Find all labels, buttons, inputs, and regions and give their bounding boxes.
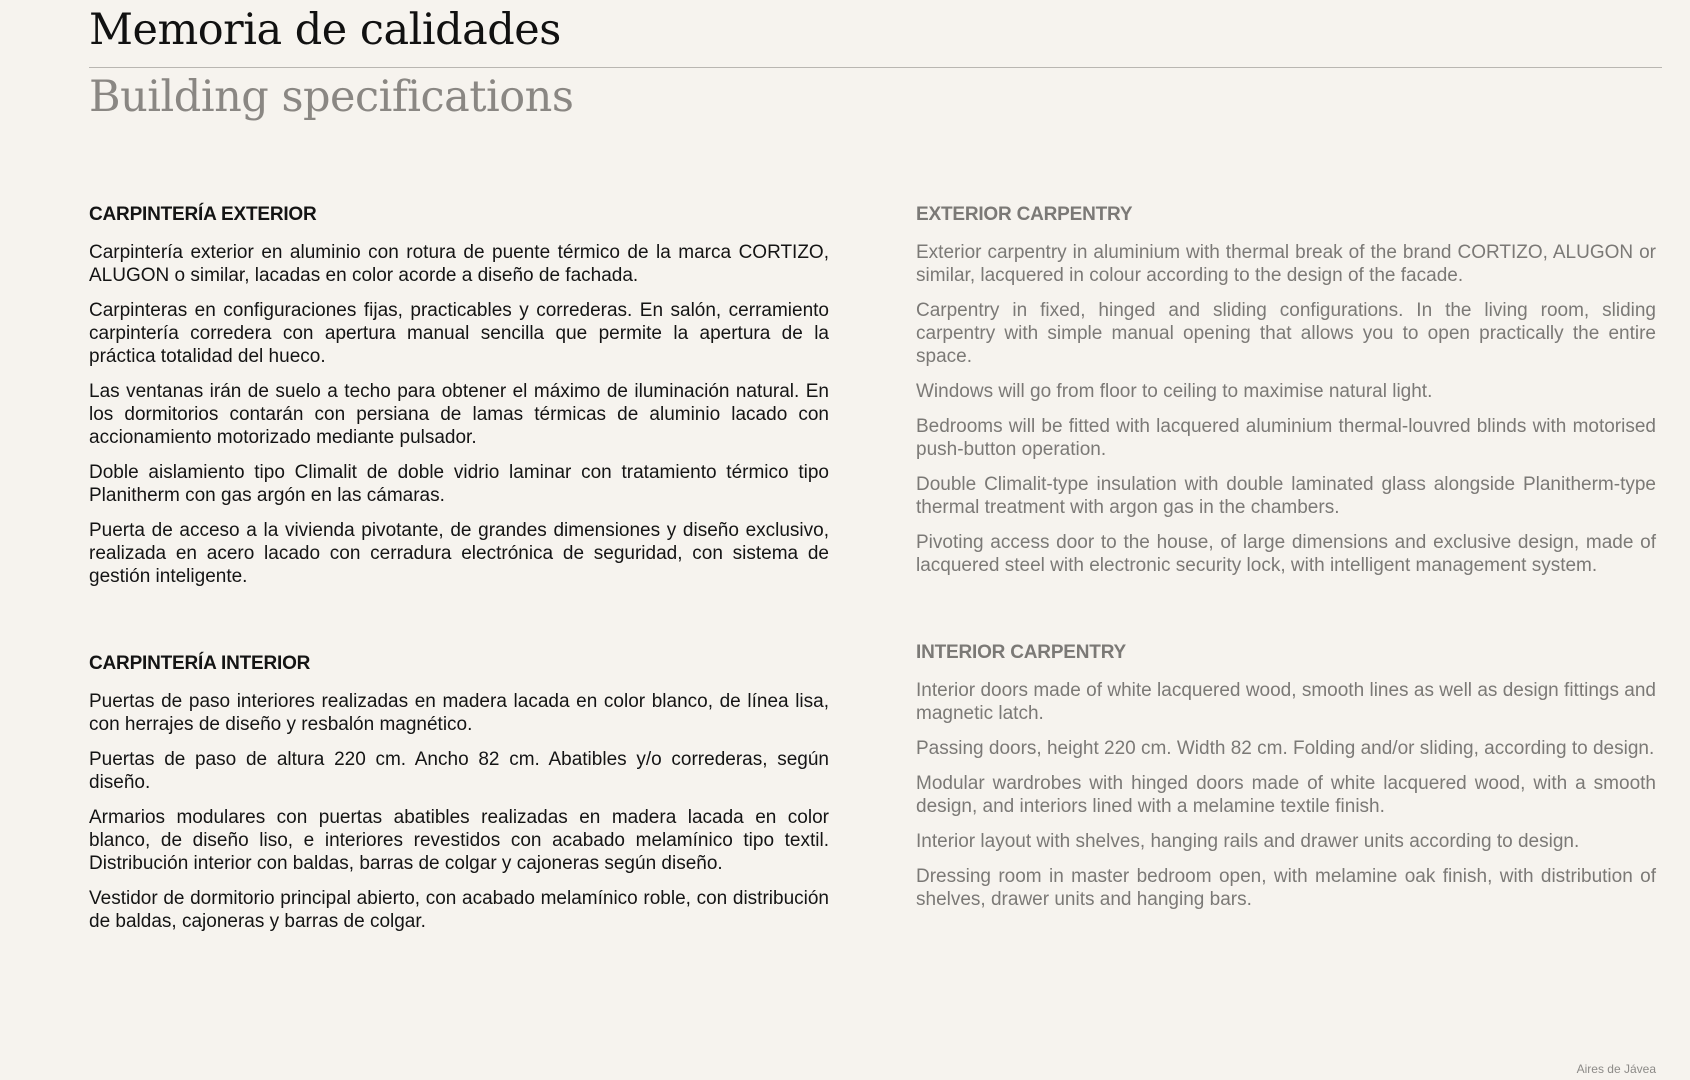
spanish-exterior-section [89,202,829,588]
footer-brand: Aires de Jávea [1576,1062,1656,1076]
english-interior-paragraph: Dressing room in master bedroom open, with melamine oak finish, with distribution of shelves, drawer units and hanging bars. [916,866,1656,910]
english-exterior-paragraph: Double Climalit-type insulation with double laminated glass alongside Planitherm-type thermal treatment with argon gas in the chambers. [916,474,1656,518]
english-exterior-paragraph: Pivoting access door to the house, of large dimensions and exclusive design, made of lacquered steel with electronic security lock, with intelligent management system. [916,532,1656,576]
english-interior-section [916,640,1656,911]
spanish-exterior-paragraph: Puerta de acceso a la vivienda pivotante, de grandes dimensiones y diseño exclusivo, realizada en acero lacado con cerradura electrónica de seguridad, con sistema de gestión inteligente. [89,520,829,587]
spanish-interior-section [89,651,829,933]
english-interior-paragraph: Modular wardrobes with hinged doors made of white lacquered wood, with a smooth design, and interiors lined with a melamine textile finish. [916,773,1656,817]
english-interior-paragraph: Interior doors made of white lacquered wood, smooth lines as well as design fittings and magnetic latch. [916,680,1656,724]
page-title-spanish: Memoria de calidades [89,5,561,55]
spanish-exterior-paragraph: Las ventanas irán de suelo a techo para obtener el máximo de iluminación natural. En los dormitorios contarán con persiana de lamas térmicas de aluminio lacado con accionamiento motorizado mediante pulsador. [89,381,829,448]
english-exterior-paragraph: Carpentry in fixed, hinged and sliding configurations. In the living room, sliding carpentry with simple manual opening that allows you to open practically the entire space. [916,300,1656,367]
spanish-exterior-paragraph: Doble aislamiento tipo Climalit de doble vidrio laminar con tratamiento térmico tipo Planitherm con gas argón en las cámaras. [89,462,829,506]
english-interior-paragraph: Passing doors, height 220 cm. Width 82 cm. Folding and/or sliding, according to design. [916,738,1655,759]
spanish-exterior-heading: CARPINTERÍA EXTERIOR [89,204,317,225]
english-exterior-paragraph: Exterior carpentry in aluminium with thermal break of the brand CORTIZO, ALUGON or similar, lacquered in colour according to the design of the facade. [916,242,1656,286]
title-divider [89,67,1662,68]
english-interior-heading: INTERIOR CARPENTRY [916,642,1126,663]
spanish-interior-paragraph: Puertas de paso interiores realizadas en madera lacada en color blanco, de línea lisa, con herrajes de diseño y resbalón magnético. [89,691,829,735]
english-exterior-paragraph: Bedrooms will be fitted with lacquered aluminium thermal-louvred blinds with motorised push-button operation. [916,416,1656,460]
spanish-exterior-paragraph: Carpintería exterior en aluminio con rotura de puente térmico de la marca CORTIZO, ALUGON o similar, lacadas en color acorde a diseño de fachada. [89,242,829,286]
english-exterior-heading: EXTERIOR CARPENTRY [916,204,1133,225]
spanish-interior-paragraph: Puertas de paso de altura 220 cm. Ancho 82 cm. Abatibles y/o correderas, según diseño. [89,749,829,793]
spanish-exterior-paragraph: Carpinteras en configuraciones fijas, practicables y correderas. En salón, cerramiento carpintería corredera con apertura manual sencilla que permite la apertura de la práctica totalidad del hueco. [89,300,829,367]
spanish-column [89,202,829,933]
english-exterior-paragraph: Windows will go from floor to ceiling to maximise natural light. [916,381,1433,402]
english-interior-paragraph: Interior layout with shelves, hanging rails and drawer units according to design. [916,831,1580,852]
spanish-interior-paragraph: Armarios modulares con puertas abatibles realizadas en madera lacada en color blanco, de diseño liso, e interiores revestidos con acabado melamínico tipo textil. Distribución interior con baldas, barras de colgar y cajoneras según diseño. [89,807,829,874]
spanish-interior-paragraph: Vestidor de dormitorio principal abierto, con acabado melamínico roble, con distribución de baldas, cajoneras y barras de colgar. [89,888,829,932]
spanish-interior-heading: CARPINTERÍA INTERIOR [89,653,311,674]
english-exterior-section [916,202,1656,577]
english-column [916,202,1656,911]
page-title-english: Building specifications [89,72,574,122]
